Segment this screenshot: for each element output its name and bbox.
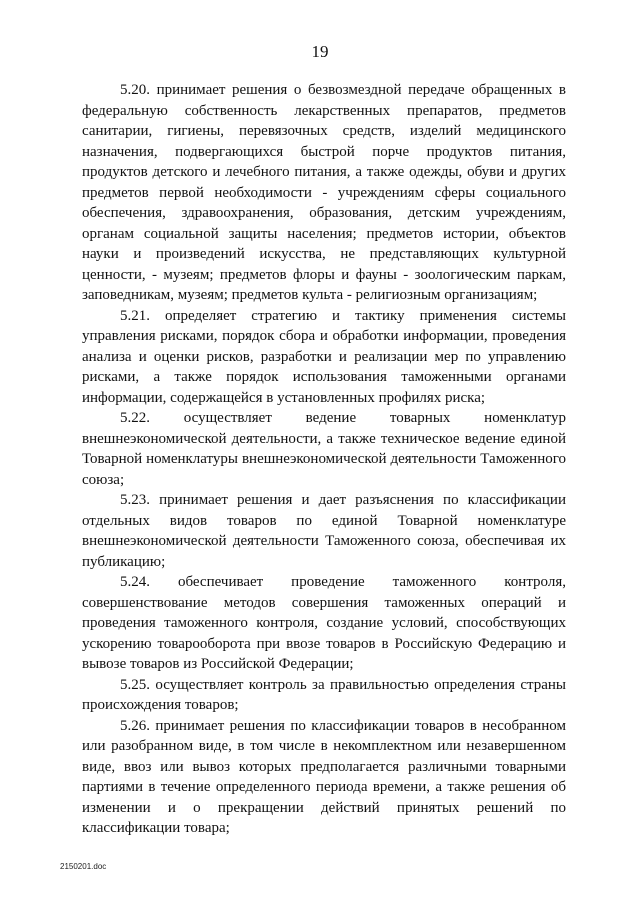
- page-number: 19: [311, 42, 329, 61]
- paragraph-5-22: 5.22. осуществляет ведение товарных номенклатур внешнеэкономической деятельности, а также техническое ведение единой Товарной номенклатуры внешнеэкономической деятельности Таможенного союза;: [82, 410, 566, 488]
- paragraph-5-23: 5.23. принимает решения и дает разъяснения по классификации отдельных видов товаров по единой Товарной номенклатуре внешнеэкономической деятельности Таможенного союза, обеспечивая их публикацию;: [82, 492, 566, 570]
- paragraph-5-26: 5.26. принимает решения по классификации товаров в несобранном или разобранном виде, в том числе в некомплектном или незавершенном виде, ввоз или вывоз которых предполагается различными товарными партиями в течение определенного периода времени, а также решения об изменении и о прекращении действий принятых решений по классификации товара;: [82, 717, 566, 836]
- document-body: [82, 80, 566, 839]
- paragraph-5-25: 5.25. осуществляет контроль за правильностью определения страны происхождения товаров;: [82, 676, 566, 713]
- paragraph-5-20: 5.20. принимает решения о безвозмездной передаче обращенных в федеральную собственность лекарственных препаратов, предметов санитарии, гигиены, перевязочных средств, изделий медицинского назначения, подвергающихся быстрой порче продуктов питания, продуктов детского и лечебного питания, а также одежды, обуви и других предметов первой необходимости - учреждениям сферы социального обеспечения, здравоохранения, образования, детским учреждениям, органам социальной защиты населения; предметов истории, объектов науки и произведений искусства, не представляющих культурной ценности, - музеям; предметов флоры и фауны - зоологическим паркам, заповедникам, музеям; предметов культа - религиозным организациям;: [82, 82, 566, 303]
- paragraph-5-21: 5.21. определяет стратегию и тактику применения системы управления рисками, порядок сбора и обработки информации, проведения анализа и оценки рисков, разработки и реализации мер по управлению рисками, а также порядок использования таможенными органами информации, содержащейся в установленных профилях риска;: [82, 307, 566, 406]
- paragraph-5-24: 5.24. обеспечивает проведение таможенного контроля, совершенствование методов совершения таможенных операций и проведения таможенного контроля, создание условий, способствующих ускорению товарооборота при ввозе товаров в Российскую Федерацию и вывозе товаров из Российской Федерации;: [82, 574, 566, 672]
- footer-filename: 2150201.doc: [60, 862, 107, 871]
